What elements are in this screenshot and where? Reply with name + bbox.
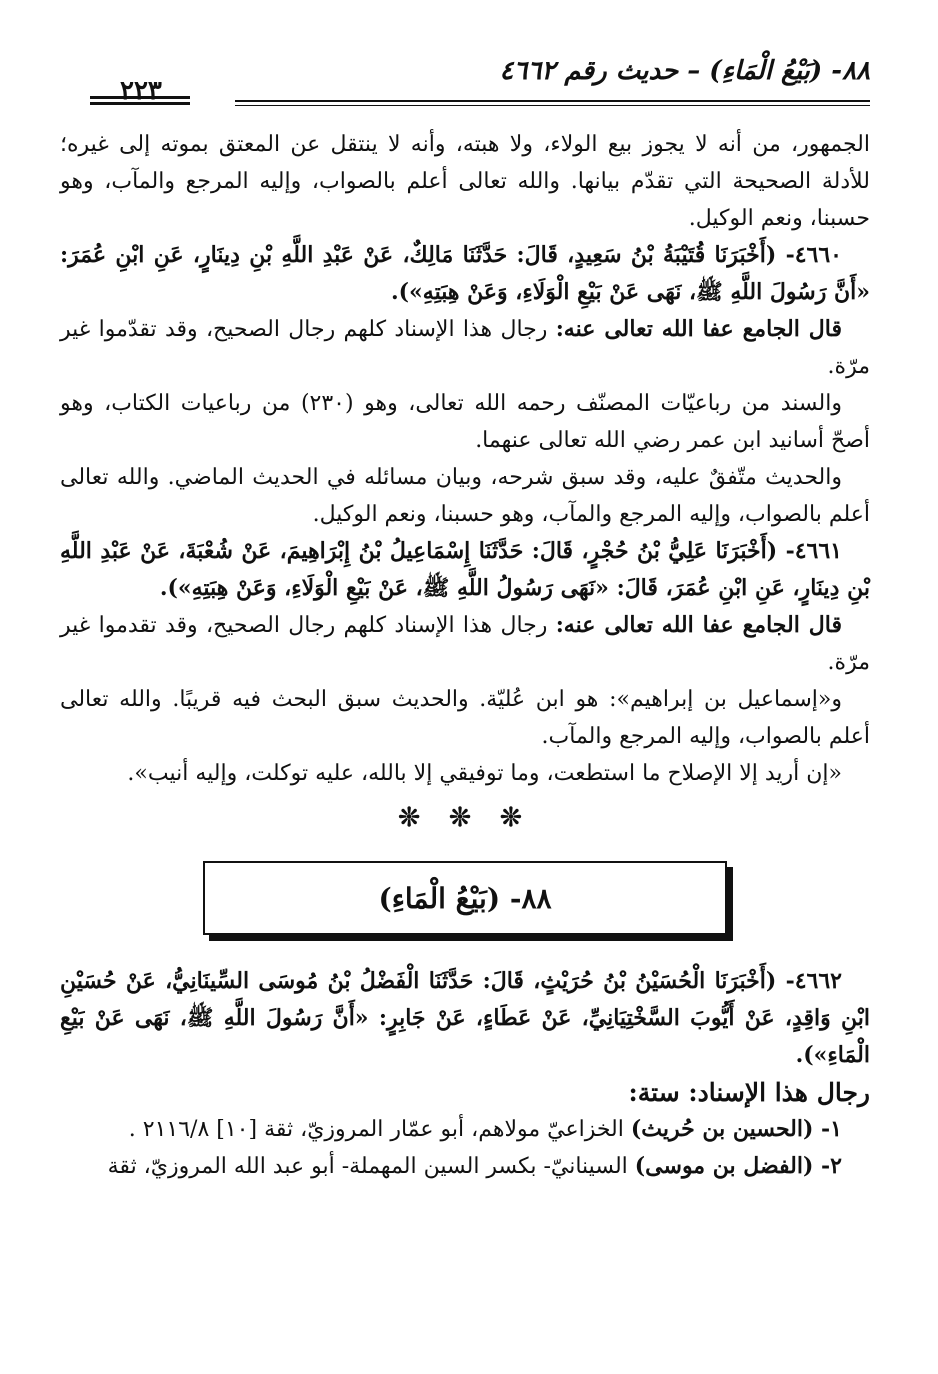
narrators-heading: رجال هذا الإسناد: ستة: [628,1078,870,1107]
narrator-entry [60,1111,870,1148]
chapter-title-box [203,861,727,935]
section-separator: ❊ ❊ ❊ [398,803,532,833]
paragraph: و«إسماعيل بن إبراهيم»: هو ابن عُليّة. والحديث سبق البحث فيه قريبًا. والله تعالى أعلم بالصواب، وإليه المرجع والمآب. [60,687,870,749]
hadith-4661: ٤٦٦١- (أَخْبَرَنَا عَلِيُّ بْنُ حُجْرٍ، قَالَ: حَدَّثَنَا إِسْمَاعِيلُ بْنُ إِبْرَاهِيمَ، عَنْ شُعْبَةَ، عَنْ عَبْدِ اللَّهِ بْنِ دِينَارٍ، عَنِ ابْنِ عُمَرَ، قَالَ: «نَهَى رَسُولُ اللَّهِ ﷺ، عَنْ بَيْعِ الْوَلَاءِ، وَعَنْ هِبَتِهِ»). [60,538,870,601]
narrator-name: ٢- (الفضل بن موسى) [634,1153,842,1179]
paragraph: والسند من رباعيّات المصنّف رحمه الله تعالى، وهو (٢٣٠) من رباعيات الكتاب، وهو أصحّ أسانيد ابن عمر رضي الله تعالى عنهما. [60,391,870,453]
commentary-text: رجال هذا الإسناد كلهم رجال الصحيح، وقد تقدّموا غير مرّة. [60,317,870,379]
narrator-name: ١- (الحسين بن حُريث) [630,1116,842,1142]
hadith-4660: ٤٦٦٠- (أَخْبَرَنَا قُتَيْبَةُ بْنُ سَعِيدٍ، قَالَ: حَدَّثَنَا مَالِكٌ، عَنْ عَبْدِ اللَّهِ بْنِ دِينَارٍ، عَنِ ابْنِ عُمَرَ: «أَنَّ رَسُولَ اللَّهِ ﷺ، نَهَى عَنْ بَيْعِ الْوَلَاءِ، وَعَنْ هِبَتِهِ»). [60,242,870,305]
book-page [60,30,870,1360]
header-rule-long [235,100,870,106]
commentary-paragraph [60,311,870,385]
paragraph: والحديث متّفقٌ عليه، وقد سبق شرحه، وبيان مسائله في الحديث الماضي. والله تعالى أعلم بالصواب، وإليه المرجع والمآب، وهو حسبنا، ونعم الوكيل. [60,465,870,527]
hadith-4662: ٤٦٦٢- (أَخْبَرَنَا الْحُسَيْنُ بْنُ حُرَيْثٍ، قَالَ: حَدَّثَنَا الْفَضْلُ بْنُ مُوسَى السِّينَانِيُّ، عَنْ حُسَيْنِ ابْنِ وَاقِدٍ، عَنْ أَيُّوبَ السَّخْتِيَانِيِّ، عَنْ عَطَاءٍ، عَنْ جَابِرٍ: «أَنَّ رَسُولَ اللَّهِ ﷺ، نَهَى عَنْ بَيْعِ الْمَاءِ»). [60,968,870,1068]
paragraph: الجمهور، من أنه لا يجوز بيع الولاء، ولا هبته، وأنه لا ينتقل عن المعتق بموته إلى غيره؛ للأدلة الصحيحة التي تقدّم بيانها. والله تعالى أعلم بالصواب، وإليه المرجع والمآب، وهو حسبنا، ونعم الوكيل. [60,132,870,231]
commentary-paragraph [60,607,870,681]
narrator-entry [60,1148,870,1185]
running-header [60,52,870,92]
narrator-info: السينانيّ- بكسر السين المهملة- أبو عبد الله المروزيّ، ثقة [107,1154,635,1179]
closing-quote: «إن أريد إلا الإصلاح ما استطعت، وما توفيقي إلا بالله، عليه توكلت، وإليه أنيب». [127,761,842,786]
page-body [60,126,870,1185]
chapter-title: ٨٨- (بَيْعُ الْمَاءِ) [378,881,552,915]
header-title: ٨٨- (بَيْعُ الْمَاءِ) – حديث رقم ٤٦٦٢ [499,56,870,86]
page-number: ٢٢٣ [120,76,162,106]
commentary-label: قال الجامع عفا الله تعالى عنه: [555,612,842,638]
commentary-text: رجال هذا الإسناد كلهم رجال الصحيح، وقد تقدموا غير مرّة. [60,613,870,675]
narrator-info: الخزاعيّ مولاهم، أبو عمّار المروزيّ، ثقة [١٠] ٢١١٦/٨ . [128,1117,631,1142]
commentary-label: قال الجامع عفا الله تعالى عنه: [555,316,842,342]
header-rule-short [90,96,190,105]
